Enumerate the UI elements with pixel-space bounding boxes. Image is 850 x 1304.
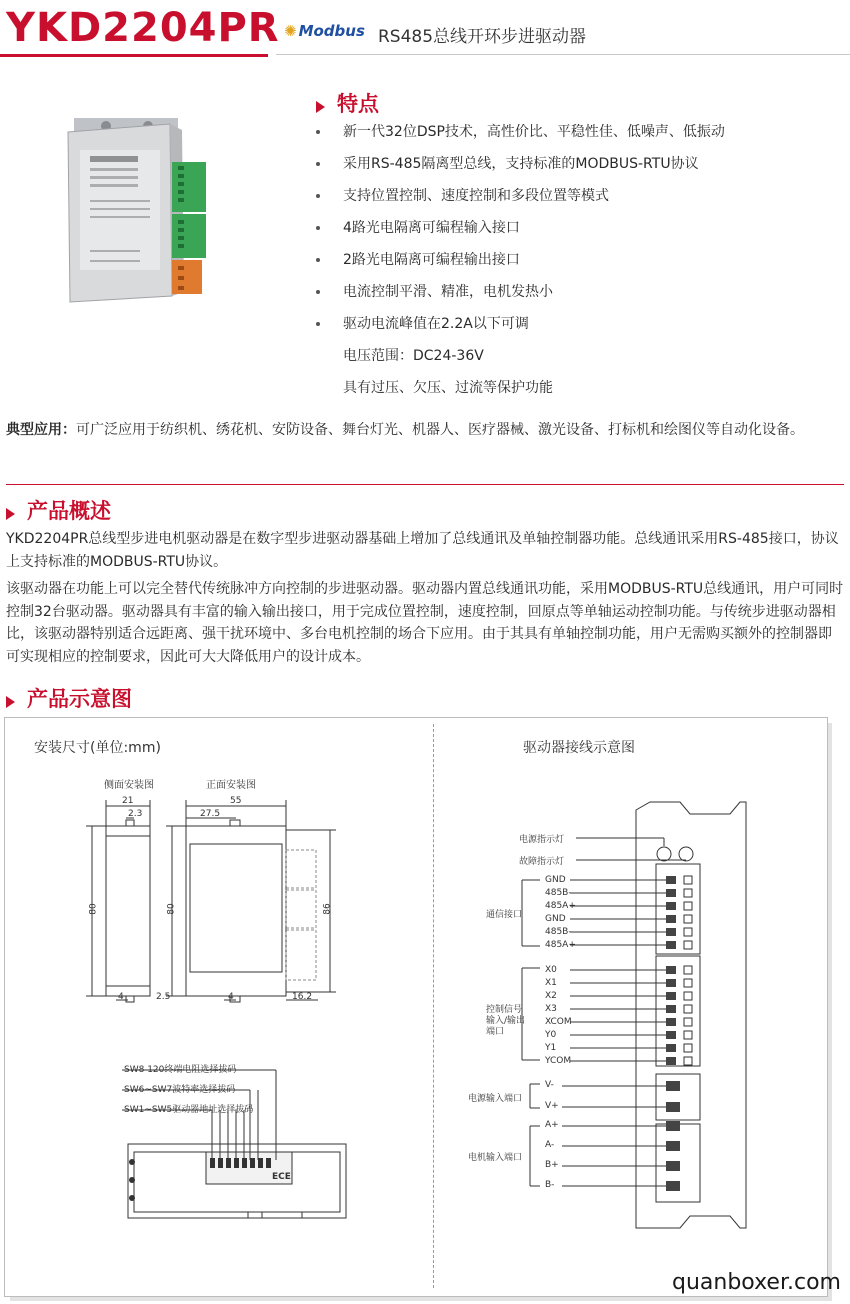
modbus-logo-text: Modbus xyxy=(298,22,365,40)
motor-group-label: 电机输入端口 xyxy=(468,1153,523,1163)
fault-led-label: 故障指示灯 xyxy=(519,857,565,867)
ece-mark: ECE xyxy=(272,1172,291,1182)
power-led-label: 电源指示灯 xyxy=(519,835,565,845)
typical-label: 典型应用： xyxy=(6,422,76,438)
motor-pin-aminus: A- xyxy=(545,1140,555,1150)
motor-pin-aplus: A+ xyxy=(545,1120,559,1130)
dim-55: 55 xyxy=(230,796,242,806)
feature-text: 新一代32位DSP技术，高性价比、平稳性佳、低噪声、低振动 xyxy=(343,124,725,140)
dim-4-front: 4 xyxy=(228,992,234,1002)
product-subtitle: RS485总线开环步进驱动器 xyxy=(378,27,587,47)
feature-text: 支持位置控制、速度控制和多段位置等模式 xyxy=(343,188,609,204)
ctrl-pin-x3: X3 xyxy=(545,1004,557,1014)
dim-2-5: 2.5 xyxy=(156,992,171,1002)
ctrl-pin-y1: Y1 xyxy=(545,1043,557,1053)
switch-label-sw6-sw7: SW6~SW7波特率选择拔码 xyxy=(124,1085,236,1095)
comm-pin-485a-1: 485A+ xyxy=(545,901,576,911)
feature-text: 具有过压、欠压、过流等保护功能 xyxy=(343,380,553,396)
dim-80-side: 80 xyxy=(88,903,99,915)
features-title: 特点 xyxy=(337,92,379,116)
feature-text: 采用RS-485隔离型总线，支持标准的MODBUS-RTU协议 xyxy=(343,156,699,172)
typical-text: 可广泛应用于纺织机、绣花机、安防设备、舞台灯光、机器人、医疗器械、激光设备、打标机和绘图仪等自动化设备。 xyxy=(76,422,804,438)
ctrl-pin-y0: Y0 xyxy=(545,1030,557,1040)
ctrl-pin-xcom: XCOM xyxy=(545,1017,572,1027)
switch-label-sw1-sw5: SW1~SW5驱动器地址选择拔码 xyxy=(124,1105,254,1115)
front-view-label: 正面安装图 xyxy=(206,780,256,791)
power-group-label: 电源输入端口 xyxy=(468,1094,523,1104)
motor-pin-bplus: B+ xyxy=(545,1160,559,1170)
dim-21: 21 xyxy=(122,796,134,806)
comm-pin-485b-1: 485B- xyxy=(545,888,572,898)
switch-label-sw8: SW8 120终端电阻选择拔码 xyxy=(124,1065,237,1075)
comm-pin-485b-2: 485B- xyxy=(545,927,572,937)
dim-16-2: 16.2 xyxy=(292,992,313,1002)
overview-paragraph-1: YKD2204PR总线型步进电机驱动器是在数字型步进驱动器基础上增加了总线通讯及单轴控制器功能。总线通讯采用RS-485接口，协议上支持标准的MODBUS-RTU协议。 xyxy=(6,531,839,570)
comm-pin-gnd-2: GND xyxy=(545,914,566,924)
ctrl-pin-ycom: YCOM xyxy=(545,1056,572,1066)
install-size-title: 安装尺寸(单位:mm) xyxy=(34,740,161,756)
power-pin-vminus: V- xyxy=(545,1080,554,1090)
ctrl-pin-x1: X1 xyxy=(545,978,557,988)
overview-title: 产品概述 xyxy=(27,499,111,523)
dim-80-front: 80 xyxy=(166,903,177,915)
ctrl-group-label-3: 端口 xyxy=(486,1027,505,1037)
gear-icon: ✺ xyxy=(284,22,297,40)
dim-86: 86 xyxy=(322,903,333,915)
feature-text: 2路光电隔离可编程输出接口 xyxy=(343,252,520,268)
site-watermark: quanboxer.com xyxy=(672,1270,841,1295)
feature-text: 电压范围：DC24-36V xyxy=(343,348,484,364)
overview-paragraph-2: 该驱动器在功能上可以完全替代传统脉冲方向控制的步进驱动器。驱动器内置总线通讯功能，采用MODBUS-RTU总线通讯，用户可同时控制32台驱动器。驱动器具有丰富的输入输出接口，用于完成位置控制，速度控制，回原点等单轴运动控制功能。与传统步进驱动器相比，该驱动器特别适合远距离、强干扰环境中、多台电机控制的场合下应用。由于其具有单轴控制功能，用户无需购买额外的控制器即可实现相应的控制要求，因此可大大降低用户的设计成本。 xyxy=(6,581,844,665)
feature-text: 4路光电隔离可编程输入接口 xyxy=(343,220,520,236)
power-pin-vplus: V+ xyxy=(545,1101,559,1111)
driver-body xyxy=(636,802,746,1228)
side-view-label: 侧面安装图 xyxy=(104,780,154,791)
dim-2-3: 2.3 xyxy=(128,809,143,819)
product-model: YKD2204PR xyxy=(6,5,280,51)
diagram-title: 产品示意图 xyxy=(27,687,132,711)
ctrl-group-label-2: 输入/输出 xyxy=(486,1016,526,1026)
motor-pin-bminus: B- xyxy=(545,1180,555,1190)
dim-27-5: 27.5 xyxy=(200,809,221,819)
feature-text: 驱动电流峰值在2.2A以下可调 xyxy=(343,316,529,332)
comm-group-label: 通信接口 xyxy=(486,910,523,920)
dim-4-side: 4 xyxy=(118,992,124,1002)
ctrl-group-label-1: 控制信号 xyxy=(486,1005,523,1015)
comm-pin-485a-2: 485A+ xyxy=(545,940,576,950)
feature-text: 电流控制平滑、精准，电机发热小 xyxy=(343,284,553,300)
ctrl-pin-x2: X2 xyxy=(545,991,557,1001)
ctrl-pin-x0: X0 xyxy=(545,965,557,975)
wiring-title: 驱动器接线示意图 xyxy=(523,740,635,756)
comm-pin-gnd-1: GND xyxy=(545,875,566,885)
